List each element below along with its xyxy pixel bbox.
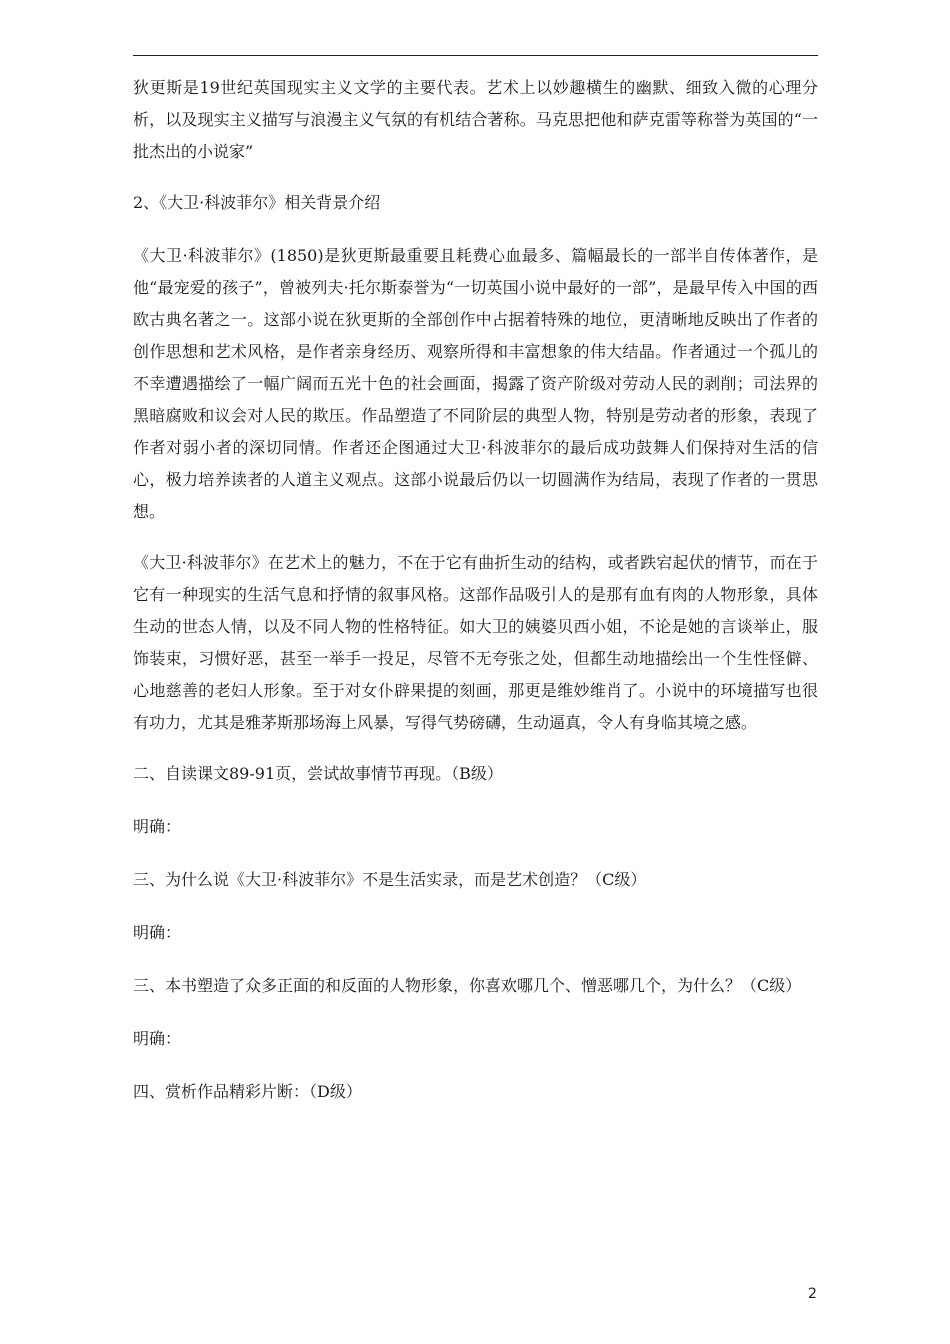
paragraph-novel-background: 《大卫·科波菲尔》(1850)是狄更斯最重要且耗费心血最多、篇幅最长的一部半自传体著作，是他“最宠爱的孩子”，曾被列夫·托尔斯泰誉为“一切英国小说中最好的一部”，是最早传入中国的西欧古典名著之一。这部小说在狄更斯的全部创作中占据着特殊的地位，更清晰地反映出了作者的创作思想和艺术风格，是作者亲身经历、观察所得和丰富想象的伟大结晶。作者通过一个孤儿的不幸遭遇描绘了一幅广阔而五光十色的社会画面，揭露了资产阶级对劳动人民的剥削；司法界的黑暗腐败和议会对人民的欺压。作品塑造了不同阶层的典型人物，特别是劳动者的形象，表现了作者对弱小者的深切同情。作者还企图通过大卫·科波菲尔的最后成功鼓舞人们保持对生活的信心，极力培养读者的人道主义观点。这部小说最后仍以一切圆满作为结局，表现了作者的一贯思想。 [133,246,818,521]
section-heading-background: 2、《大卫·科波菲尔》相关背景介绍 [133,193,381,212]
answer-label: 明确： [133,817,182,836]
document-body [133,72,818,1129]
paragraph-artistic-charm: 《大卫·科波菲尔》在艺术上的魅力，不在于它有曲折生动的结构，或者跌宕起伏的情节，而在于它有一种现实的生活气息和抒情的叙事风格。这部作品吸引人的是那有血有肉的人物形象，具体生动的世态人情，以及不同人物的性格特征。如大卫的姨婆贝西小姐，不论是她的言谈举止，服饰装束，习惯好恶，甚至一举手一投足，尽管不无夸张之处，但都生动地描绘出一个生性怪僻、心地慈善的老妇人形象。至于对女仆辟果提的刻画，那更是维妙维肖了。小说中的环境描写也很有功力，尤其是雅茅斯那场海上风暴，写得气势磅礴，生动逼真，令人有身临其境之感。 [133,553,818,732]
question-three-b: 三、本书塑造了众多正面的和反面的人物形象，你喜欢哪几个、憎恶哪几个，为什么？（C级） [133,976,802,995]
question-four: 四、赏析作品精彩片断：（D级） [133,1082,362,1101]
question-three-a: 三、为什么说《大卫·科波菲尔》不是生活实录，而是艺术创造？（C级） [133,870,647,889]
answer-label: 明确： [133,923,182,942]
answer-label: 明确： [133,1029,182,1048]
question-two: 二、自读课文89-91页，尝试故事情节再现。（B级） [133,764,503,783]
header-rule [133,55,818,56]
paragraph-dickens-intro: 狄更斯是19世纪英国现实主义文学的主要代表。艺术上以妙趣横生的幽默、细致入微的心理分析，以及现实主义描写与浪漫主义气氛的有机结合著称。马克思把他和萨克雷等称誉为英国的“一批杰出的小说家” [133,78,818,161]
page-number: 2 [808,1286,817,1302]
